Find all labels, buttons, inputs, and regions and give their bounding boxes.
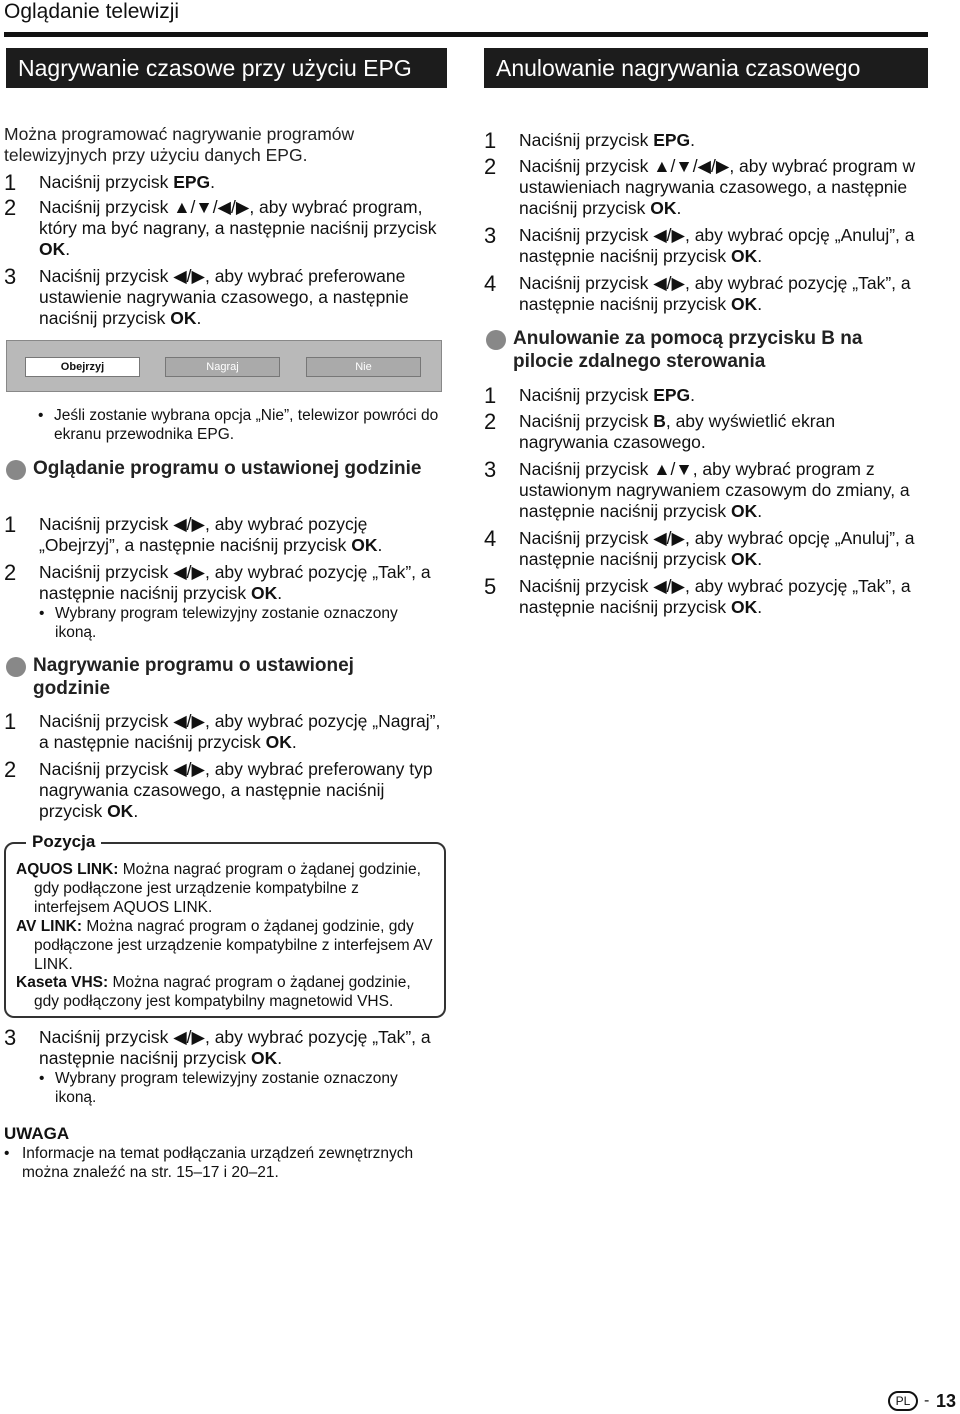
page-title: Oglądanie telewizji	[4, 0, 180, 23]
record-step-2: 2 Naciśnij przycisk ◀/▶, aby wybrać preferowany typ nagrywania czasowego, a następnie naciśnij przycisk OK.	[4, 757, 433, 821]
record-step-1: 1 Naciśnij przycisk ◀/▶, aby wybrać pozycję „Nagraj”, a następnie naciśnij przycisk OK.	[4, 709, 441, 752]
position-item-aquos: AQUOS LINK: Można nagrać program o żądanej godzinie, gdy podłączone jest urządzenie kompatybilne z interfejsem AQUOS LINK.	[16, 861, 421, 916]
uwaga-title: UWAGA	[4, 1124, 70, 1143]
remote-section-title: Anulowanie za pomocą przycisku B na pilocie zdalnego sterowania	[513, 328, 863, 372]
section-dot-icon	[486, 330, 506, 350]
position-item-vhs: Kaseta VHS: Można nagrać program o żądanej godzinie, gdy podłączony jest kompatybilny magnetowid VHS.	[16, 974, 411, 1010]
section-heading-cancel: Anulowanie nagrywania czasowego	[484, 48, 928, 88]
section-heading-epg-recording: Nagrywanie czasowe przy użyciu EPG	[6, 48, 447, 88]
language-badge: PL	[888, 1391, 918, 1411]
watch-section-title: Oglądanie programu o ustawionej godzinie	[33, 458, 422, 479]
record-step-3: 3 Naciśnij przycisk ◀/▶, aby wybrać pozycję „Tak”, a następnie naciśnij przycisk OK.	[4, 1025, 431, 1068]
step-2: 2 Naciśnij przycisk ▲/▼/◀/▶, aby wybrać program, który ma być nagrany, a następnie naciśnij przycisk OK.	[4, 195, 437, 259]
osd-record-button[interactable]: Nagraj	[165, 357, 280, 377]
cancel-step-1: 1 Naciśnij przycisk EPG.	[484, 128, 696, 153]
title-rule	[4, 32, 928, 37]
osd-note: • Jeśli zostanie wybrana opcja „Nie”, telewizor powróci do ekranu przewodnika EPG.	[38, 406, 446, 444]
page-number: 13	[936, 1391, 957, 1411]
step-1: 1 Naciśnij przycisk EPG.	[4, 170, 216, 195]
remote-step-1: 1 Naciśnij przycisk EPG.	[484, 383, 696, 408]
remote-step-4: 4 Naciśnij przycisk ◀/▶, aby wybrać opcję „Anuluj”, a następnie naciśnij przycisk OK.	[484, 526, 915, 569]
watch-step-2: 2 Naciśnij przycisk ◀/▶, aby wybrać pozycję „Tak”, a następnie naciśnij przycisk OK.	[4, 560, 431, 603]
step-3: 3 Naciśnij przycisk ◀/▶, aby wybrać preferowane ustawienie nagrywania czasowego, a następnie naciśnij przycisk OK.	[4, 264, 409, 328]
record-note: • Wybrany program telewizyjny zostanie oznaczony ikoną.	[39, 1069, 439, 1107]
record-section-title: Nagrywanie programu o ustawionej godzinie	[33, 655, 354, 699]
watch-note: • Wybrany program telewizyjny zostanie oznaczony ikoną.	[39, 604, 439, 642]
osd-no-button[interactable]: Nie	[306, 357, 421, 377]
cancel-step-3: 3 Naciśnij przycisk ◀/▶, aby wybrać opcję „Anuluj”, a następnie naciśnij przycisk OK.	[484, 223, 915, 266]
intro-text: Można programować nagrywanie programów telewizyjnych przy użyciu danych EPG.	[4, 124, 355, 165]
remote-step-2: 2 Naciśnij przycisk B, aby wyświetlić ekran nagrywania czasowego.	[484, 409, 836, 452]
uwaga-note: • Informacje na temat podłączania urządzeń zewnętrznych można znaleźć na str. 15–17 i 20–21.	[4, 1144, 444, 1182]
osd-watch-button[interactable]: Obejrzyj	[25, 357, 140, 377]
section-dot-icon	[6, 460, 26, 480]
remote-step-5: 5 Naciśnij przycisk ◀/▶, aby wybrać pozycję „Tak”, a następnie naciśnij przycisk OK.	[484, 574, 911, 617]
page-number-separator: -	[924, 1392, 930, 1409]
osd-dialog	[6, 340, 442, 392]
cancel-step-2: 2 Naciśnij przycisk ▲/▼/◀/▶, aby wybrać program w ustawieniach nagrywania czasowego, a następnie naciśnij przycisk OK.	[484, 154, 916, 218]
position-box-label: Pozycja	[26, 832, 101, 852]
cancel-step-4: 4 Naciśnij przycisk ◀/▶, aby wybrać pozycję „Tak”, a następnie naciśnij przycisk OK.	[484, 271, 911, 314]
watch-step-1: 1 Naciśnij przycisk ◀/▶, aby wybrać pozycję „Obejrzyj”, a następnie naciśnij przycisk OK.	[4, 512, 383, 555]
remote-step-3: 3 Naciśnij przycisk ▲/▼, aby wybrać program z ustawionym nagrywaniem czasowym do zmiany, a następnie naciśnij przycisk OK.	[484, 457, 910, 521]
position-item-avlink: AV LINK: Można nagrać program o żądanej godzinie, gdy podłączone jest urządzenie kompatybilne z interfejsem AV LINK.	[16, 918, 433, 973]
section-dot-icon	[6, 657, 26, 677]
